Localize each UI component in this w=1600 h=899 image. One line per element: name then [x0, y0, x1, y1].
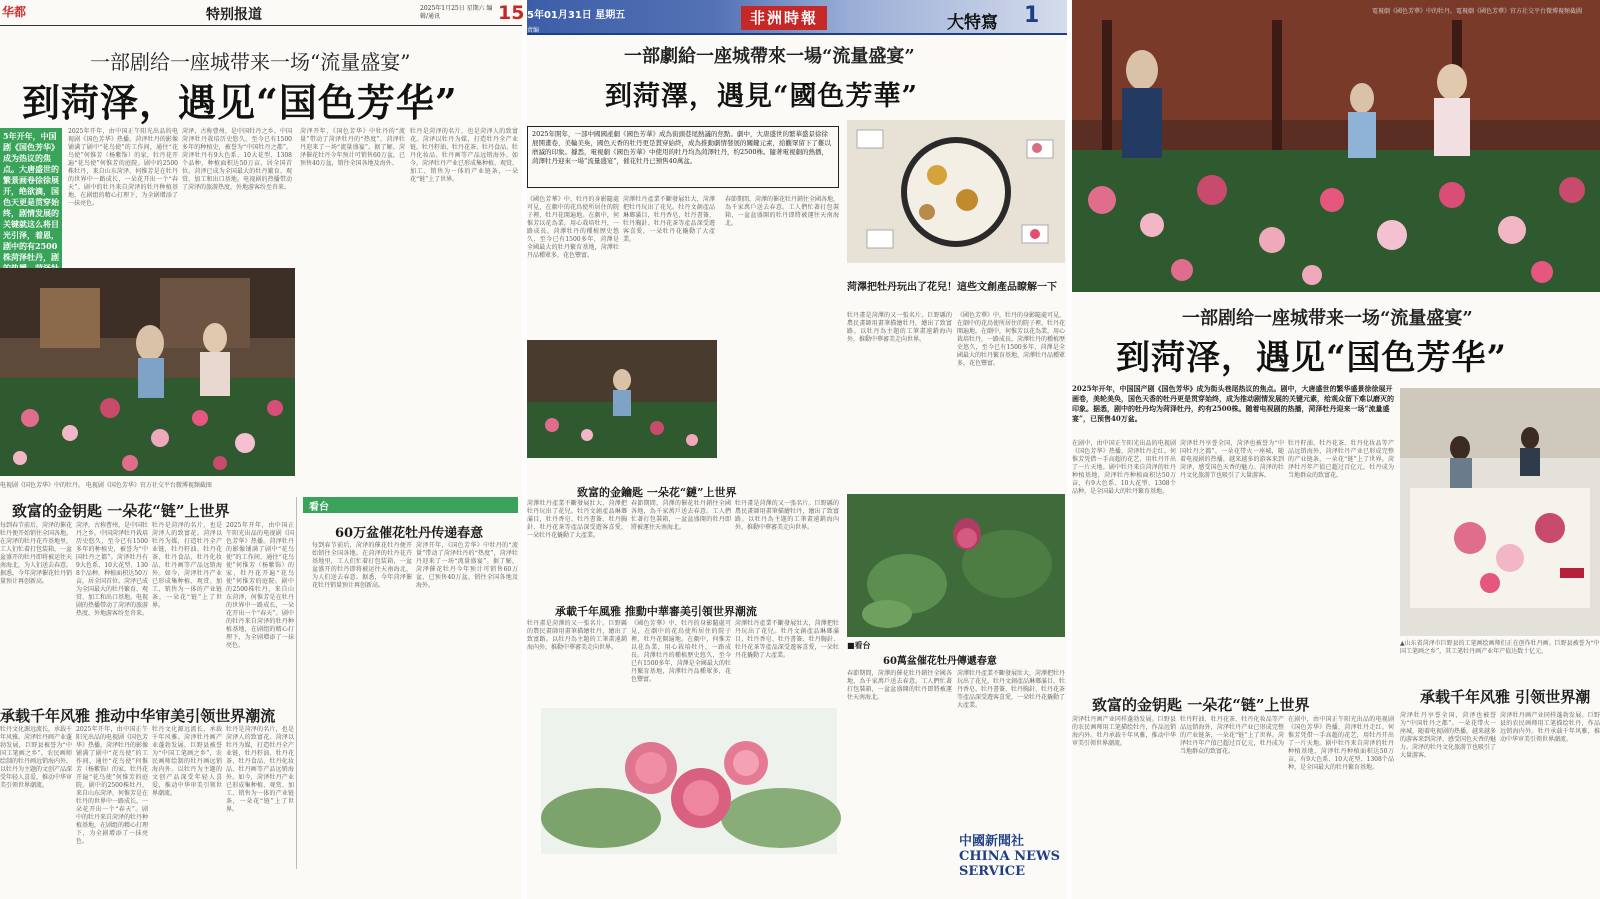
section-heading: 60萬盆催花牡丹傳遞春意	[883, 656, 997, 667]
column-divider	[296, 497, 297, 869]
body-column: 春節期間，菏澤的催花牡丹銷往全國各地，為千家萬戶送去春意。工人們忙著打包裝箱，一盆盆盛開的牡丹即將被運往天南海北。	[631, 500, 731, 531]
newspaper-page-2	[527, 0, 1067, 899]
body-column: 2025年开年，由中国正午阳光出品的电视剧《国色芳华》热播。菏泽牡丹的影像铺满了剧中“花鸟使”的工作间，通往“花鸟使”何惟芳（杨紫饰）的家，牡丹花开遍“花鸟使”何惟芳的庭院。剧中的2500株牡丹，来自山东菏泽，何惟芳是在牡丹的世界中一路成长，一朵花开出一个“春天”。剧中的牡丹来自菏泽的牡丹种植基地，在剧组的精心打理下，为全剧增添了一抹亮色。	[226, 522, 294, 649]
section-heading: 致富的金鑰匙 一朵花“鏈”上世界	[577, 486, 737, 499]
body-column: 《國色芳華》中，牡丹的身影隨處可見，在劇中的花鳥使所居住的院子裡，牡丹花開遍地。在劇中，何惟芳以花為業，用心栽培牡丹，一路成長。菏澤牡丹的種植歷史悠久，至今已有1500多年，菏澤是全國最大的牡丹繁育基地，菏澤牡丹品種眾多，花色豐富。	[527, 196, 619, 259]
section-heading: 承载千年风雅 引领世界潮	[1420, 688, 1591, 706]
page-number: 1	[1024, 3, 1040, 28]
cultural-products-photo	[847, 120, 1065, 263]
peony-bud-photo	[847, 494, 1065, 637]
photo-caption: ▲山东省菏泽市巨野县的工笔画绘画师们正在创作牡丹画。巨野县被誉为“中国工笔画之乡”，其工笔牡丹画产业年产值达数十亿元。	[1400, 640, 1600, 655]
body-column: 菏澤牡丹產業不斷發展壯大，菏澤把牡丹玩出了花兒。牡丹文創產品琳瑯滿目，牡丹香皂、牡丹書簽、牡丹胸針、牡丹花茶等產品深受遊客喜愛，一朵牡丹花撬動了大產業。	[735, 620, 839, 659]
body-column: 牡丹文化源远流长，承载千年风雅。菏泽牡丹画产业蓬勃发展，巨野县被誉为“中国工笔画之乡”，农民画师绘制的牡丹画远销海内外。以牡丹为主题的文创产品深受年轻人喜爱，推动中华审美引领世界潮流。	[0, 726, 73, 789]
page-number: 15	[498, 2, 525, 24]
newspaper-page-1	[0, 0, 525, 899]
section-heading: 承载千年风雅 推动中华审美引领世界潮流	[0, 707, 276, 725]
issue-date: 2025年1月25日 星期六 编辑/通讯	[420, 5, 493, 20]
body-column: 每到春节前后，菏泽的催花牡丹便开始销往全国各地。在菏泽的牡丹花卉基地里，工人们忙着打包装箱，一盆盆盛开的牡丹即将被运往天南海北，为人们送去春意。据悉，今年菏泽催花牡丹销量预计再创新高。	[312, 542, 412, 589]
drama-still-photo	[1072, 0, 1600, 292]
body-column: 菏泽牡丹画产业同样蓬勃发展。巨野县的农民画师用工笔描绘牡丹，作品远销海内外。牡丹承载千年风雅，推动中华审美引领世界潮流。	[1500, 712, 1600, 743]
body-column: 菏泽牡丹享誉全国，菏泽也被誉为“中国牡丹之都”。一朵花带火一座城，随着电视剧的热播，越来越多的游客来到菏泽，感受国色天香的魅力。菏泽的牡丹文化旅游节也吸引了大量游客。	[1400, 712, 1497, 759]
news-agency-logo: 中國新聞社 CHINA NEWS SERVICE	[959, 834, 1060, 879]
article-subtitle: 一部剧给一座城带来一场“流量盛宴”	[90, 50, 411, 74]
painters-photo	[1400, 388, 1600, 636]
body-column: 《國色芳華》中，牡丹的身影隨處可見，在劇中的花鳥使所居住的院子裡，牡丹花開遍地。在劇中，何惟芳以花為業，用心栽培牡丹，一路成長。菏澤牡丹的種植歷史悠久，至今已有1500多年，菏澤是全國最大的牡丹繁育基地，菏澤牡丹品種眾多，花色豐富。	[957, 312, 1066, 367]
body-column: 菏泽开年，《国色芳华》中牡丹的“流量”带动了菏泽牡丹的“热度”，菏泽牡丹迎来了一场“流量盛宴”。据了解，菏泽催花牡丹今年预计可销售60万盆，已预售40万盆，销往全国各地及海外。	[416, 542, 518, 589]
body-column: 菏泽牡丹画产业同样蓬勃发展。巨野县的农民画师用工笔描绘牡丹，作品远销海内外。牡丹承载千年风雅，推动中华审美引领世界潮流。	[1072, 716, 1176, 747]
look-label-bar	[303, 497, 518, 513]
body-column: 菏澤牡丹產業不斷發展壯大，菏澤把牡丹玩出了花兒。牡丹文創產品琳瑯滿目，牡丹香皂、牡丹書簽、牡丹胸針、牡丹花茶等產品深受遊客喜愛，一朵牡丹花撬動了大產業。	[527, 500, 627, 539]
article-subtitle: 一部劇給一座城帶來一場“流量盛宴”	[624, 46, 915, 67]
body-column: 牡丹畫是菏澤的又一張名片。巨野縣的農民畫師用畫筆描繪牡丹，繪出了致富路。以牡丹為主題的工筆畫遠銷海內外，推動中華審美走向世界。	[847, 312, 952, 343]
article-subtitle: 一部剧给一座城带来一场“流量盛宴”	[1182, 308, 1473, 329]
body-column: 牡丹籽油、牡丹花茶、牡丹化妆品等产品远销海外，菏泽牡丹产业已形成完整的产业链条，一朵花“链”上了世界。菏泽牡丹年产值已超过百亿元，牡丹成为当地群众的致富花。	[1288, 440, 1394, 479]
body-column: 2025年开年，由中国正午阳光出品的电视剧《国色芳华》热播。菏泽牡丹的影像铺满了剧中“花鸟使”的工作间，通往“花鸟使”何惟芳（杨紫饰）的家，牡丹花开遍“花鸟使”何惟芳的庭院。剧中的2500株牡丹，来自山东菏泽，何惟芳是在牡丹的世界中一路成长，一朵花开出一个“春天”。剧中的牡丹来自菏泽的牡丹种植基地，在剧组的精心打理下，为全剧增添了一抹亮色。	[76, 726, 149, 845]
lead-box: 2025年開年，一部中國國產劇《國色芳華》成為街頭巷尾熱議的焦點。劇中，大唐盛世的繁華盛景徐徐展開畫卷，美輪美奐，國色天香的牡丹更是貫穿始終，成為推動劇情發展的關鍵元素，給觀眾留下了難以磨滅的印象。據悉，電視劇《國色芳華》中使用的牡丹均為菏澤牡丹，約2500株。隨著電視劇的熱播，菏澤牡丹迎來一場“流量盛宴”，催花牡丹已預售40萬盆。	[527, 126, 839, 188]
newspaper-page-3	[1072, 0, 1600, 899]
article-title: 到菏澤，遇見“國色芳華”	[605, 81, 919, 112]
section-heading: 承載千年風雅 推動中華審美引領世界潮流	[555, 605, 757, 618]
body-column: 菏泽牡丹享誉全国，菏泽也被誉为“中国牡丹之都”。一朵花带火一座城，随着电视剧的热播，越来越多的游客来到菏泽，感受国色天香的魅力。菏泽的牡丹文化旅游节也吸引了大量游客。	[1180, 440, 1284, 479]
pink-peony-photo	[541, 708, 837, 854]
article-title: 到菏泽，遇见“国色芳华”	[22, 80, 458, 125]
body-column: 2025年开年，由中国正午阳光出品的电视剧《国色芳华》热播。菏泽牡丹的影像铺满了剧中“花鸟使”的工作间，通往“花鸟使”何惟芳（杨紫饰）的家，牡丹花开遍“花鸟使”何惟芳的庭院。剧中的2500株牡丹，来自山东菏泽，何惟芳是在牡丹的世界中一路成长，一朵花开出一个“春天”。剧中的牡丹来自菏泽的牡丹种植基地，在剧组的精心打理下，为全剧增添了一抹亮色。	[68, 128, 178, 207]
body-column: 菏澤牡丹產業不斷發展壯大，菏澤把牡丹玩出了花兒。牡丹文創產品琳瑯滿目，牡丹香皂、牡丹書簽、牡丹胸針、牡丹花茶等產品深受遊客喜愛，一朵牡丹花撬動了大產業。	[623, 196, 715, 243]
page-header	[527, 0, 1067, 35]
section-title: 大特寫	[947, 13, 998, 33]
body-column: 《國色芳華》中，牡丹的身影隨處可見，在劇中的花鳥使所居住的院子裡，牡丹花開遍地。在劇中，何惟芳以花為業，用心栽培牡丹，一路成長。菏澤牡丹的種植歷史悠久，至今已有1500多年，菏澤是全國最大的牡丹繁育基地，菏澤牡丹品種眾多，花色豐富。	[631, 620, 731, 683]
body-column: 牡丹是菏泽的名片，也是菏泽人的致富花。菏泽以牡丹为媒，打造牡丹全产业链，牡丹籽油、牡丹花茶、牡丹食品、牡丹化妆品、牡丹画等产品远销海外。如今，菏泽牡丹产业已形成集种植、观赏、加工、销售为一体的产业链条，一朵花“链”上了世界。	[152, 522, 222, 609]
drama-still-photo	[0, 268, 295, 476]
body-column: 牡丹是菏泽的名片，也是菏泽人的致富花。菏泽以牡丹为媒，打造牡丹全产业链，牡丹籽油、牡丹花茶、牡丹食品、牡丹化妆品、牡丹画等产品远销海外。如今，菏泽牡丹产业已形成集种植、观赏、加工、销售为一体的产业链条，一朵花“链”上了世界。	[410, 128, 519, 183]
body-column: 每到春节前后，菏泽的催花牡丹便开始销往全国各地。在菏泽的牡丹花卉基地里，工人们忙着打包装箱，一盆盆盛开的牡丹即将被运往天南海北，为人们送去春意。据悉，今年菏泽催花牡丹销量预计再创新高。	[0, 522, 73, 585]
body-column: 在剧中，由中国正午阳光出品的电视剧《国色芳华》热播，菏泽牡丹走红。何惟芳凭借一手高超的花艺，用牡丹开出了一片天地。剧中牡丹来自菏泽的牡丹种植基地，菏泽牡丹种植面积达50万亩，有9大色系、10大花型、1308个品种，是全国最大的牡丹繁育基地。	[1072, 440, 1176, 495]
section-heading: 致富的金钥匙 一朵花“链”上世界	[12, 502, 230, 520]
photo-caption: 電視劇《國色芳華》中的牡丹。電視劇《國色芳華》官方社交平台微博視頻截圖	[1372, 8, 1583, 15]
look-label: 看台	[309, 502, 329, 513]
issue-date: 5年01月31日 星期五	[527, 10, 626, 21]
lead-box: 5年开年，中国剧《国色芳华》成为热议的焦点。大唐盛世的繁景画卷徐徐展开，绝欲滴，国色天更是贯穿始终，剧情发展的关键就这么将目光引泽，着恩，剧中的有2500株菏泽牡丹，剧	[0, 128, 62, 290]
body-column: 春節期間，菏澤的催花牡丹銷往全國各地，為千家萬戶送去春意。工人們忙著打包裝箱，一盆盆盛開的牡丹即將被運往天南海北。	[847, 670, 952, 701]
section-heading: 菏澤把牡丹玩出了花兒！這些文創產品瞭解一下	[847, 282, 1057, 293]
body-column: 菏泽，古称曹州，是中国牡丹之乡。中国菏泽牡丹栽培历史悠久，至今已有1500多年的种植史，被誉为“中国牡丹之都”。菏泽牡丹有9大色系、10大花型、1308个品种，种植面积达50万亩，居全国首位。菏泽已成为全国最大的牡丹繁育、观赏、加工和出口基地。电视剧的热播带动了菏泽的旅游热度，外地游客纷至沓来。	[182, 128, 292, 191]
masthead-logo: 非洲時報	[741, 6, 827, 30]
body-column: 牡丹畫是菏澤的又一張名片。巨野縣的農民畫師用畫筆描繪牡丹，繪出了致富路。以牡丹為主題的工筆畫遠銷海內外，推動中華審美走向世界。	[527, 620, 627, 651]
page-header	[0, 0, 525, 26]
photo-caption: 电视剧《国色芳华》中的牡丹。 电视剧《国色芳华》官方社交平台微博视频截图	[0, 482, 212, 489]
drama-still-photo	[527, 340, 717, 458]
body-column: 牡丹畫是菏澤的又一張名片。巨野縣的農民畫師用畫筆描繪牡丹，繪出了致富路。以牡丹為主題的工筆畫遠銷海內外，推動中華審美走向世界。	[735, 500, 839, 531]
lead-paragraph: 2025年开年，中国国产剧《国色芳华》成为街头巷尾热议的焦点。剧中，大唐盛世的繁华盛景徐徐展开画卷，美轮美奂，国色天香的牡丹更是贯穿始终，成为推动剧情发展的关键元素，给观众留下难以磨灭的印象。据悉，剧中的牡丹均为菏泽牡丹，约有2500株。随着电视剧的热播，菏泽牡丹迎来一场“流量盛宴”，已预售40万盆。	[1072, 384, 1394, 423]
body-column: 牡丹文化源远流长，承载千年风雅。菏泽牡丹画产业蓬勃发展，巨野县被誉为“中国工笔画之乡”，农民画师绘制的牡丹画远销海内外。以牡丹为主题的文创产品深受年轻人喜爱，推动中华审美引领世界潮流。	[152, 726, 222, 797]
masthead-logo: 华都	[2, 5, 27, 19]
section-heading: 60万盆催花牡丹传递春意	[335, 526, 484, 541]
body-column: 春節期間，菏澤的催花牡丹銷往全國各地，為千家萬戶送去春意。工人們忙著打包裝箱，一盆盆盛開的牡丹即將被運往天南海北。	[725, 196, 840, 227]
body-column: 菏泽，古称曹州，是中国牡丹之乡。中国菏泽牡丹栽培历史悠久，至今已有1500多年的种植史，被誉为“中国牡丹之都”。菏泽牡丹有9大色系、10大花型、1308个品种，种植面积达50万亩，居全国首位。菏泽已成为全国最大的牡丹繁育、观赏、加工和出口基地。电视剧的热播带动了菏泽的旅游热度，外地游客纷至沓来。	[76, 522, 149, 617]
body-column: 牡丹籽油、牡丹花茶、牡丹化妆品等产品远销海外，菏泽牡丹产业已形成完整的产业链条，一朵花“链”上了世界。菏泽牡丹年产值已超过百亿元，牡丹成为当地群众的致富花。	[1180, 716, 1284, 755]
body-column: 菏泽开年，《国色芳华》中牡丹的“流量”带动了菏泽牡丹的“热度”，菏泽牡丹迎来了一场“流量盛宴”。据了解，菏泽催花牡丹今年预计可销售60万盆，已预售40万盆，销往全国各地及海外。	[300, 128, 405, 167]
body-column: 菏澤牡丹產業不斷發展壯大，菏澤把牡丹玩出了花兒。牡丹文創產品琳瑯滿目，牡丹香皂、牡丹書簽、牡丹胸針、牡丹花茶等產品深受遊客喜愛，一朵牡丹花撬動了大產業。	[957, 670, 1066, 709]
editor-credit: 责编	[527, 27, 540, 34]
article-title: 到菏泽，遇见“国色芳华”	[1116, 338, 1508, 378]
section-heading: 致富的金钥匙 一朵花“链”上世界	[1092, 696, 1310, 714]
section-title: 特别报道	[206, 7, 262, 23]
body-column: 在剧中，由中国正午阳光出品的电视剧《国色芳华》热播，菏泽牡丹走红。何惟芳凭借一手高超的花艺，用牡丹开出了一片天地。剧中牡丹来自菏泽的牡丹种植基地，菏泽牡丹种植面积达50万亩，有9大色系、10大花型、1308个品种，是全国最大的牡丹繁育基地。	[1288, 716, 1394, 771]
body-column: 牡丹是菏泽的名片，也是菏泽人的致富花。菏泽以牡丹为媒，打造牡丹全产业链，牡丹籽油、牡丹花茶、牡丹食品、牡丹化妆品、牡丹画等产品远销海外。如今，菏泽牡丹产业已形成集种植、观赏、加工、销售为一体的产业链条，一朵花“链”上了世界。	[226, 726, 294, 813]
look-label: ■看台	[847, 640, 871, 650]
